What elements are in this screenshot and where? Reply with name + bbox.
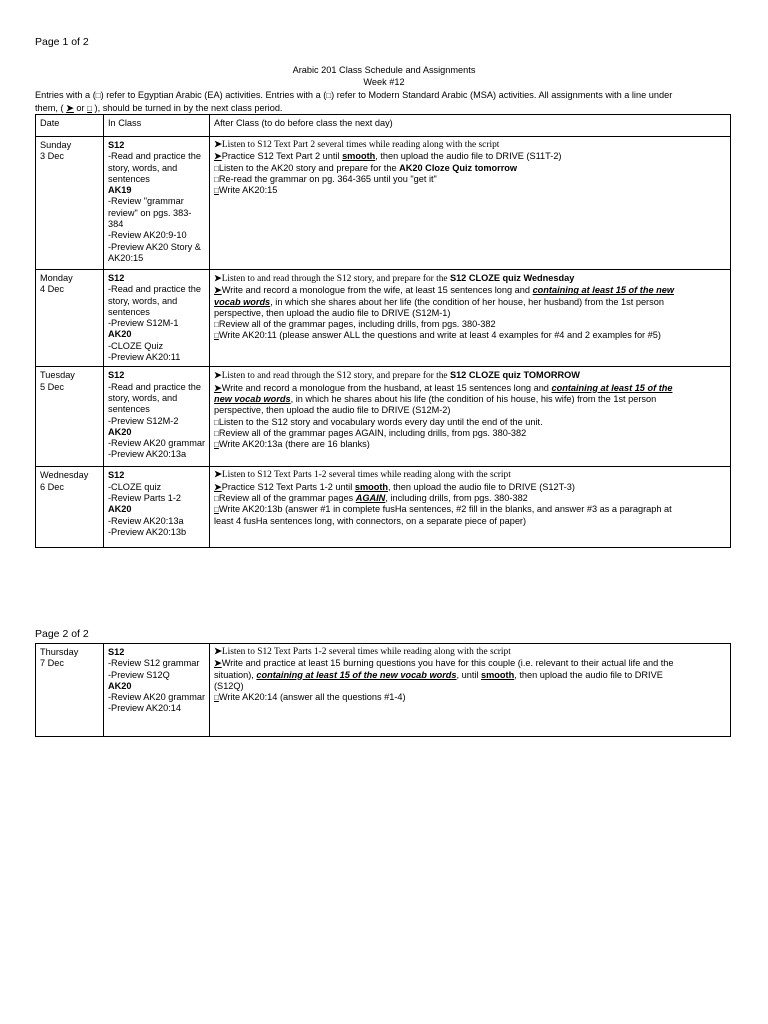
assignment-text: Write AK20:15 (218, 185, 278, 196)
header-in-class: In Class (104, 115, 210, 137)
in-class-item: sentences (108, 404, 150, 415)
assignment-line (214, 670, 727, 681)
intro-text-part: ) refer to Egyptian Arabic (EA) activities. Entries with a ( (100, 90, 327, 100)
assignment-line (214, 394, 727, 405)
in-class-item: -Preview S12M-1 (108, 318, 179, 329)
assignment-text: Write and record a monologue from the wife, at least 15 sentences long and (221, 285, 533, 296)
day-date: 5 Dec (40, 381, 65, 392)
assignment-emphasis: containing at least 15 of the new (532, 285, 674, 296)
msa-box-icon: □ (95, 91, 101, 100)
arrow-icon: ➤ (214, 647, 222, 657)
unit-heading: S12 (108, 647, 125, 657)
page-number-label: Page 2 of 2 (35, 628, 89, 640)
week-label: Week #12 (363, 77, 405, 87)
assignment-line (214, 174, 727, 185)
assignment-emphasis: S12 CLOZE quiz Wednesday (449, 273, 575, 283)
box-icon: □ (214, 417, 219, 427)
header-after-class: After Class (to do before class the next day) (210, 115, 731, 137)
assignment-text: Write and record a monologue from the husband, at least 15 sentences long and (221, 382, 552, 393)
in-class-item: story, words, and (108, 295, 178, 306)
date-cell (36, 137, 104, 270)
assignment-emphasis: AK20 Cloze Quiz tomorrow (399, 162, 518, 173)
in-class-item: -Review Parts 1-2 (108, 492, 182, 503)
document-title: Arabic 201 Class Schedule and Assignments (292, 65, 476, 75)
assignment-line (214, 273, 727, 285)
assignment-text: Practice S12 Text Part 2 until (221, 151, 343, 162)
arrow-icon: ➤ (214, 140, 222, 150)
arrow-icon: ➤ (214, 285, 222, 296)
in-class-item: -Preview S12Q (108, 669, 170, 680)
assignment-line (214, 285, 727, 296)
in-class-item: 384 (108, 219, 124, 230)
in-class-cell (104, 467, 210, 548)
assignment-text: Practice S12 Text Parts 1-2 until (221, 481, 355, 492)
in-class-item: -Preview AK20:13b (108, 526, 187, 537)
after-class-cell (210, 270, 731, 367)
date-cell (36, 367, 104, 467)
box-icon: □ (87, 104, 92, 114)
assignment-line (214, 330, 727, 341)
after-class-cell (210, 137, 731, 270)
unit-heading: S12 (108, 370, 125, 381)
arrow-icon: ➤ (214, 273, 222, 283)
assignment-text: Review all of the grammar pages, including drills, from pgs. 380-382 (218, 319, 496, 330)
in-class-item: -Review AK20:13a (108, 515, 184, 526)
date-cell (36, 644, 104, 737)
in-class-item: -Review S12 grammar (108, 658, 200, 669)
day-name: Monday (40, 273, 73, 283)
table-header-row (36, 115, 731, 137)
table-row (36, 270, 731, 367)
after-class-cell (210, 367, 731, 467)
assignment-line (214, 647, 727, 658)
date-cell (36, 270, 104, 367)
assignment-text: Write AK20:14 (answer all the questions #1-4) (218, 692, 406, 703)
assignment-line (214, 383, 727, 394)
assignment-emphasis: smooth (481, 669, 515, 680)
intro-text-part: them, ( (35, 103, 67, 114)
assignment-text: Listen to S12 Text Parts 1-2 several times while reading along with the script (221, 647, 511, 657)
day-name: Sunday (40, 140, 72, 150)
in-class-item: -Read and practice the (108, 151, 201, 162)
assignment-text: situation), (214, 669, 257, 680)
intro-text-part: Entries with a ( (35, 90, 96, 100)
in-class-item: -Preview S12M-2 (108, 415, 179, 426)
unit-heading: AK20 (108, 680, 132, 691)
assignment-line (214, 370, 727, 382)
assignment-text: Write AK20:13b (answer #1 in complete fusHa sentences, #2 fill in the blanks, and answer #3 as a paragraph at (218, 504, 672, 515)
assignment-line (214, 681, 727, 692)
assignment-text: least 4 fusHa sentences long, with connectors, on a separate piece of paper) (214, 515, 527, 526)
assignment-line (214, 163, 727, 174)
box-icon: □ (214, 331, 219, 341)
in-class-item: -Preview AK20:14 (108, 703, 182, 714)
assignment-line (214, 405, 727, 416)
assignment-text: perspective, then upload the audio file to DRIVE (S12M-2) (214, 405, 451, 416)
day-date: 3 Dec (40, 151, 65, 162)
in-class-item: -Review AK20 grammar (108, 692, 206, 703)
assignment-line (214, 504, 727, 515)
box-icon: □ (214, 428, 219, 438)
assignment-emphasis: AGAIN (355, 492, 386, 503)
page-number-label: Page 1 of 2 (35, 36, 89, 48)
date-cell (36, 467, 104, 548)
assignment-line (214, 439, 727, 450)
in-class-item: story, words, and (108, 392, 178, 403)
assignment-emphasis: smooth (342, 151, 376, 162)
msa-box-icon: □ (326, 91, 332, 100)
assignment-line (214, 692, 727, 703)
in-class-cell (104, 270, 210, 367)
header-date: Date (36, 115, 104, 137)
in-class-item: sentences (108, 306, 150, 317)
assignment-emphasis: containing at least 15 of the new vocab words (256, 669, 457, 680)
in-class-item: AK20:15 (108, 252, 144, 263)
assignment-text: perspective, then upload the audio file to DRIVE (S12M-1) (214, 307, 451, 318)
box-icon: □ (214, 505, 219, 515)
table-row (36, 137, 731, 270)
assignment-line (214, 185, 727, 196)
schedule-table-page1 (35, 114, 731, 548)
after-class-cell (210, 644, 731, 737)
assignment-text: Review all of the grammar pages (218, 492, 356, 503)
box-icon: □ (214, 693, 219, 703)
arrow-icon: ➤ (214, 470, 222, 481)
assignment-text: , in which he shares about his life (the condition of his house, his wife) from the 1st person (290, 393, 657, 404)
assignment-text: , then upload the audio file to DRIVE (S12T-3) (388, 481, 575, 492)
schedule-table-page2 (35, 643, 731, 737)
arrow-icon: ➤ (214, 481, 222, 492)
assignment-line (214, 493, 727, 504)
day-date: 7 Dec (40, 658, 65, 669)
box-icon: □ (214, 163, 219, 173)
box-icon: □ (214, 440, 219, 450)
assignment-text: (S12Q) (214, 680, 244, 691)
unit-heading: S12 (108, 273, 125, 283)
box-icon: □ (214, 186, 219, 196)
assignment-text: Listen to S12 Text Part 2 several times while reading along with the script (221, 140, 500, 150)
in-class-item: review" on pgs. 383- (108, 207, 192, 218)
assignment-line (214, 658, 727, 669)
in-class-item: -Preview AK20 Story & (108, 241, 201, 252)
in-class-item: -Review AK20 grammar (108, 438, 206, 449)
assignment-text: Write and practice at least 15 burning questions you have for this couple (i.e. relevant to their actual life and the (221, 658, 674, 669)
table-row (36, 367, 731, 467)
assignment-emphasis: containing at least 15 of the (551, 382, 673, 393)
in-class-item: -Read and practice the (108, 381, 201, 392)
assignment-text: , including drills, from pgs. 380-382 (385, 492, 528, 503)
arrow-icon: ➤ (214, 382, 222, 393)
intro-text-part: ) refer to Modern Standard Arabic (MSA) activities. All assignments with a line under (331, 90, 673, 100)
assignment-text: , then upload the audio file to DRIVE (S11T-2) (375, 151, 562, 162)
assignment-text: , in which she shares about her life (the condition of her house, her husband) from the 1st person (270, 296, 664, 307)
in-class-item: -Review AK20:9-10 (108, 230, 187, 241)
assignment-text: Listen to the AK20 story and prepare for the (218, 162, 400, 173)
assignment-emphasis: new vocab words (214, 393, 291, 404)
day-date: 6 Dec (40, 481, 65, 492)
unit-heading: S12 (108, 140, 125, 150)
box-icon: □ (214, 174, 219, 184)
in-class-item: -Preview AK20:13a (108, 449, 187, 460)
assignment-line (214, 319, 727, 330)
arrow-icon: ➤ (214, 658, 222, 669)
intro-text-part: or (73, 103, 88, 114)
table-row (36, 467, 731, 548)
assignment-text: , until (456, 669, 482, 680)
in-class-item: story, words, and (108, 162, 178, 173)
assignment-line (214, 308, 727, 319)
assignment-text: Listen to the S12 story and vocabulary words every day until the end of the unit. (218, 416, 543, 427)
intro-text (35, 89, 725, 116)
assignment-line (214, 151, 727, 162)
assignment-emphasis: S12 CLOZE quiz TOMORROW (449, 370, 580, 381)
unit-heading: AK20 (108, 426, 132, 437)
day-name: Thursday (40, 647, 79, 657)
in-class-item: -CLOZE Quiz (108, 340, 164, 351)
in-class-item: -Review "grammar (108, 196, 184, 207)
in-class-item: sentences (108, 173, 150, 184)
assignment-line (214, 297, 727, 308)
day-name: Wednesday (40, 470, 89, 481)
intro-text-part: ), should be turned in by the next class period. (91, 103, 283, 114)
unit-heading: S12 (108, 470, 125, 481)
assignment-emphasis: vocab words (214, 296, 271, 307)
arrow-icon: ➤ (66, 103, 74, 114)
assignment-text: , then upload the audio file to DRIVE (514, 669, 663, 680)
box-icon: □ (214, 493, 219, 503)
assignment-line (214, 482, 727, 493)
assignment-text: Listen to S12 Text Parts 1-2 several times while reading along with the script (221, 470, 511, 481)
assignment-line (214, 516, 727, 527)
unit-heading: AK20 (108, 329, 132, 340)
day-date: 4 Dec (40, 284, 65, 295)
assignment-text: Listen to and read through the S12 story, and prepare for the (221, 274, 450, 284)
in-class-cell (104, 137, 210, 270)
unit-heading: AK19 (108, 185, 132, 196)
assignment-text: Write AK20:13a (there are 16 blanks) (218, 439, 370, 450)
in-class-cell (104, 367, 210, 467)
assignment-emphasis: smooth (354, 481, 389, 492)
arrow-icon: ➤ (214, 370, 222, 381)
assignment-line (214, 417, 727, 428)
assignment-text: Write AK20:11 (please answer ALL the questions and write at least 4 examples for #4 and 2 examples for #5) (218, 330, 661, 341)
assignment-text: Re-read the grammar on pg. 364-365 until you "get it" (218, 173, 437, 184)
day-name: Tuesday (40, 370, 75, 381)
assignment-text: Listen to and read through the S12 story, and prepare for the (221, 371, 450, 382)
box-icon: □ (214, 320, 219, 330)
after-class-cell (210, 467, 731, 548)
table-row (36, 644, 731, 737)
in-class-item: -CLOZE quiz (108, 481, 162, 492)
assignment-text: Review all of the grammar pages AGAIN, including drills, from pgs. 380-382 (218, 427, 527, 438)
in-class-item: -Preview AK20:11 (108, 352, 181, 363)
assignment-line (214, 428, 727, 439)
unit-heading: AK20 (108, 504, 132, 515)
assignment-line (214, 470, 727, 481)
in-class-item: -Read and practice the (108, 284, 201, 295)
assignment-line (214, 140, 727, 151)
in-class-cell (104, 644, 210, 737)
arrow-icon: ➤ (214, 151, 222, 162)
